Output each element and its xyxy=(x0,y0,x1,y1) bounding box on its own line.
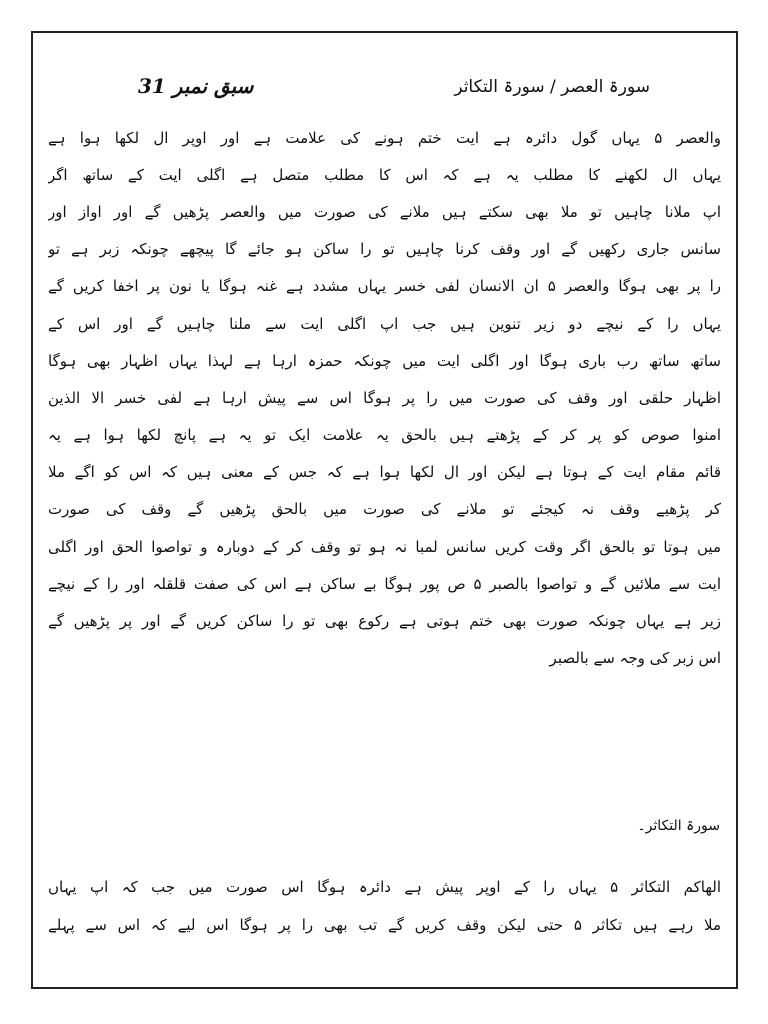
text-line xyxy=(48,454,721,491)
lesson-number: سبق نمبر 31 xyxy=(138,74,254,98)
text-line-content: اپ ملانا چاہیں تو ملا بھی سکتے ہیں ملانے کی صورت میں والعصر پڑھیں گے اور اواز اور xyxy=(48,202,721,221)
text-line-content: زیر ہے یہاں چونکہ صورت بھی ختم ہوتی ہے رکوع بھی تو را ساکن کریں گے اور پر پڑھیں گے xyxy=(48,612,721,631)
section-heading: سورۃ التکاثر۔ xyxy=(637,818,720,834)
page-title: سورۃ العصر / سورۃ التکاثر xyxy=(454,77,650,97)
text-line xyxy=(48,193,721,230)
text-line-content: اظہار حلقی اور وقف کی صورت میں را پر ہوگا اس سے پیش ارہا ہے لفی خسر الا الذین xyxy=(48,388,721,407)
text-line-content: ملا رہے ہیں تکاثر ۵ حتی لیکن وقف کریں گے تب بھی را پر ہوگا اس لیے کہ اس سے پہلے xyxy=(48,916,721,934)
text-line xyxy=(48,640,721,677)
text-line-content: ایت سے ملائیں گے و تواصوا بالصبر ۵ ص پور ہوگا بے ساکن ہے اس کی صفت قلقلہ اور را کے نیچے xyxy=(48,574,721,593)
text-line xyxy=(48,491,721,528)
text-line xyxy=(48,231,721,268)
text-line xyxy=(48,156,721,193)
text-line-content: سانس جاری رکھیں گے اور وقف کرنا چاہیں تو را ساکن ہو جائے گا پیچھے چونکہ زبر ہے تو xyxy=(48,240,721,259)
text-line-content: میں ہوتا تو بالحق اگر وقت کریں سانس لمبا نہ ہو تو وقف کر کے دوبارہ و تواصوا الحق اور اگلی xyxy=(48,537,721,556)
text-line xyxy=(48,868,721,906)
text-line-content: الھاکم التکاثر ۵ یہاں را کے اوپر پیش ہے دائرہ ہوگا اس صورت میں جب کہ اپ یہاں xyxy=(48,878,721,896)
surah-takathur-section xyxy=(48,868,721,944)
text-line xyxy=(48,602,721,639)
text-line xyxy=(48,528,721,565)
surah-asr-section xyxy=(48,119,721,677)
text-line-content: کر پڑھیے وقف نہ کیجئے تو ملانے کی صورت میں بالحق پڑھیں گے وقف کی صورت xyxy=(48,500,721,519)
text-line xyxy=(48,565,721,602)
text-line-content: والعصر ۵ یہاں گول دائرہ ہے ایت ختم ہونے کی علامت ہے اور اوپر ال لکھا ہوا ہے xyxy=(48,128,721,147)
text-line xyxy=(48,342,721,379)
text-line-content: یہاں را کے نیچے دو زیر تنوین ہیں جب اپ اگلی ایت سے ملنا چاہیں گے اور اس کے xyxy=(48,314,721,333)
text-line xyxy=(48,417,721,454)
text-line-content: ساتھ ساتھ رب باری ہوگا اور اگلی ایت میں چونکہ حمزہ ارہا ہے لہذا یہاں اظہار بھی ہوگا xyxy=(48,351,721,370)
text-line-content: را پر بھی ہوگا والعصر ۵ ان الانسان لفی خسر یہاں مشدد ہے غنہ ہوگا یا نون پر اخفا کریں گے xyxy=(48,277,721,296)
text-line-content: یہاں ال لکھنے کا مطلب یہ ہے کہ اس کا مطلب متصل ہے اگلی ایت کے ساتھ اگر xyxy=(48,165,721,184)
text-line xyxy=(48,119,721,156)
text-line-content: امنوا صوص کو پر کر کے پڑھتے ہیں بالحق یہ علامت ایک تو یہ ہے پانچ لکھا ہوا ہے یہ xyxy=(48,426,721,445)
text-line xyxy=(48,268,721,305)
text-line xyxy=(48,379,721,416)
page-frame xyxy=(31,31,738,989)
text-line xyxy=(48,906,721,944)
text-line xyxy=(48,305,721,342)
page-header xyxy=(33,73,736,111)
text-line-content: اس زبر کی وجہ سے بالصبر xyxy=(549,649,721,668)
text-line-content: قائم مقام ایت کے ہوتا ہے لیکن اور ال لکھا ہوا ہے کہ جس کے معنی ہیں کہ اس کو اگے ملا xyxy=(48,463,721,482)
